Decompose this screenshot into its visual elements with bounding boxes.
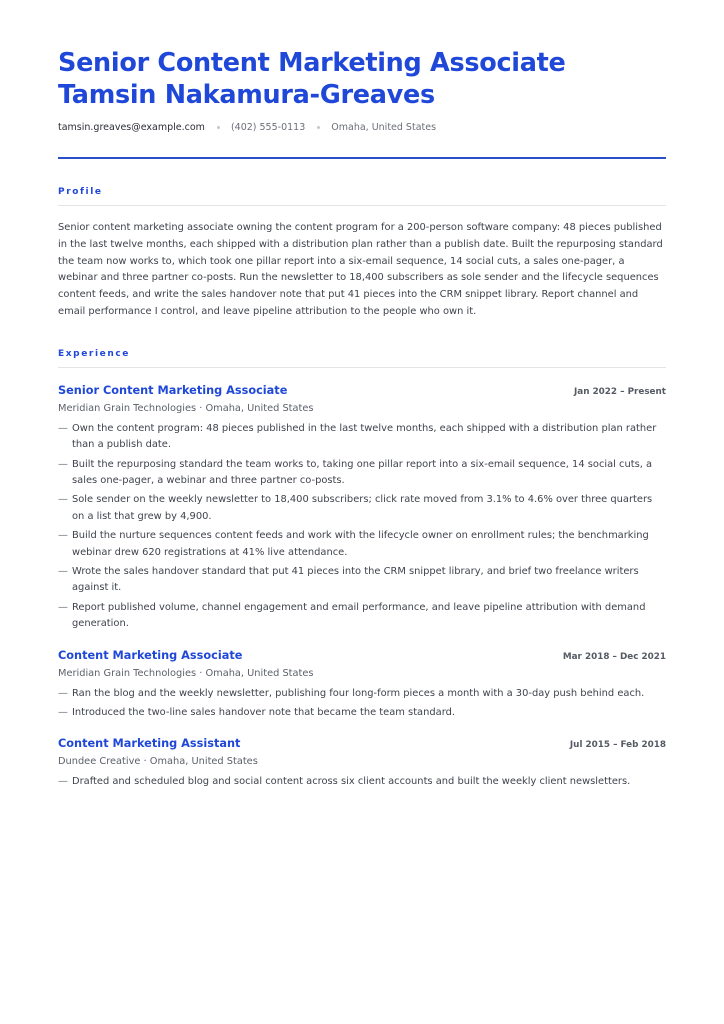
bullet-text: Own the content program: 48 pieces published in the last twelve months, each shipped with a distribution plan rather than a publish date. (72, 422, 657, 451)
bullet-text: Report published volume, channel engagement and email performance, and leave pipeline attribution with demand generation. (72, 601, 646, 630)
job-entry (58, 737, 666, 790)
dash-icon: — (58, 707, 68, 719)
job-dates: Mar 2018 – Dec 2021 (562, 651, 666, 662)
experience-heading: Experience (58, 349, 666, 368)
bullet-text: Built the repurposing standard the team works to, taking one pillar report into a six-email sequence, 14 social cuts, a sales one-pager, a webinar and three partner co-posts. (72, 458, 653, 486)
separator-dot (317, 126, 320, 129)
job-bullets (58, 774, 666, 790)
candidate-name: Tamsin Nakamura-Greaves (58, 80, 435, 110)
dash-icon: — (58, 776, 68, 788)
bullet-text: Drafted and scheduled blog and social content across six client accounts and built the weekly client newsletters. (72, 776, 631, 788)
profile-heading: Profile (58, 187, 666, 206)
bullet-item (58, 774, 666, 790)
email-link[interactable]: tamsin.greaves@example.com (58, 122, 205, 133)
job-dates: Jan 2022 – Present (574, 386, 666, 397)
job-title: Content Marketing Assistant (58, 737, 241, 751)
location: Omaha, United States (331, 122, 437, 133)
profile-text: Senior content marketing associate owning the content program for a 200-person software company: 48 pieces published in the last twelve months, each shipped with a distribution plan rather than a publish date. Built the repurposing standard the team now works to, which took one pillar report into a six-email sequence, 14 social cuts, a sales one-pager, a webinar and three partner co-posts. Run the newsletter to 18,400 subscribers as sole sender and the lifecycle sequences content feeds, and write the sales handover note that put 41 pieces into the CRM snippet library. Report channel and email performance I control, and leave pipeline attribution to the people who own it. (58, 222, 663, 317)
bullet-text: Sole sender on the weekly newsletter to 18,400 subscribers; click rate moved from 3.1% to 4.6% over three quarters on a list that grew by 4,900. (72, 494, 653, 522)
job-title-heading: Senior Content Marketing Associate (58, 48, 566, 78)
bullet-item (58, 421, 666, 454)
profile-section (58, 187, 666, 321)
job-dates: Jul 2015 – Feb 2018 (569, 740, 666, 751)
bullet-text: Build the nurture sequences content feeds and work with the lifecycle owner on enrollment rules; the benchmarking webinar drew 620 registrations at 41% live attendance. (72, 530, 649, 558)
dash-icon: — (58, 458, 68, 470)
bullet-item (58, 686, 666, 702)
bullet-item (58, 600, 666, 633)
job-bullets (58, 686, 666, 722)
bullet-text: Ran the blog and the weekly newsletter, publishing four long-form pieces a month with a 30-day push behind each. (72, 687, 645, 699)
dash-icon: — (58, 566, 68, 578)
bullet-text: Wrote the sales handover standard that put 41 pieces into the CRM snippet library, and brief two freelance writers against it. (72, 566, 639, 594)
job-company: Meridian Grain Technologies · Omaha, United States (58, 667, 314, 679)
header-divider (58, 157, 666, 159)
dash-icon: — (58, 494, 68, 506)
job-title: Content Marketing Associate (58, 648, 243, 662)
phone-number: (402) 555-0113 (230, 122, 306, 133)
bullet-item (58, 705, 666, 721)
job-title: Senior Content Marketing Associate (58, 383, 288, 397)
bullet-text: Introduced the two-line sales handover note that became the team standard. (72, 707, 455, 719)
separator-dot (217, 126, 220, 129)
dash-icon: — (58, 422, 68, 434)
bullet-item (58, 457, 666, 490)
job-bullets (58, 421, 666, 633)
dash-icon: — (58, 530, 68, 542)
job-company: Dundee Creative · Omaha, United States (58, 756, 258, 768)
job-entry (58, 649, 666, 722)
bullet-item (58, 528, 666, 561)
job-entry (58, 384, 666, 633)
resume-header (58, 0, 666, 159)
dash-icon: — (58, 601, 68, 613)
bullet-item (58, 564, 666, 597)
experience-section (58, 349, 666, 791)
bullet-item (58, 492, 666, 525)
job-company: Meridian Grain Technologies · Omaha, United States (58, 402, 314, 414)
contact-line (58, 122, 666, 133)
dash-icon: — (58, 687, 68, 699)
